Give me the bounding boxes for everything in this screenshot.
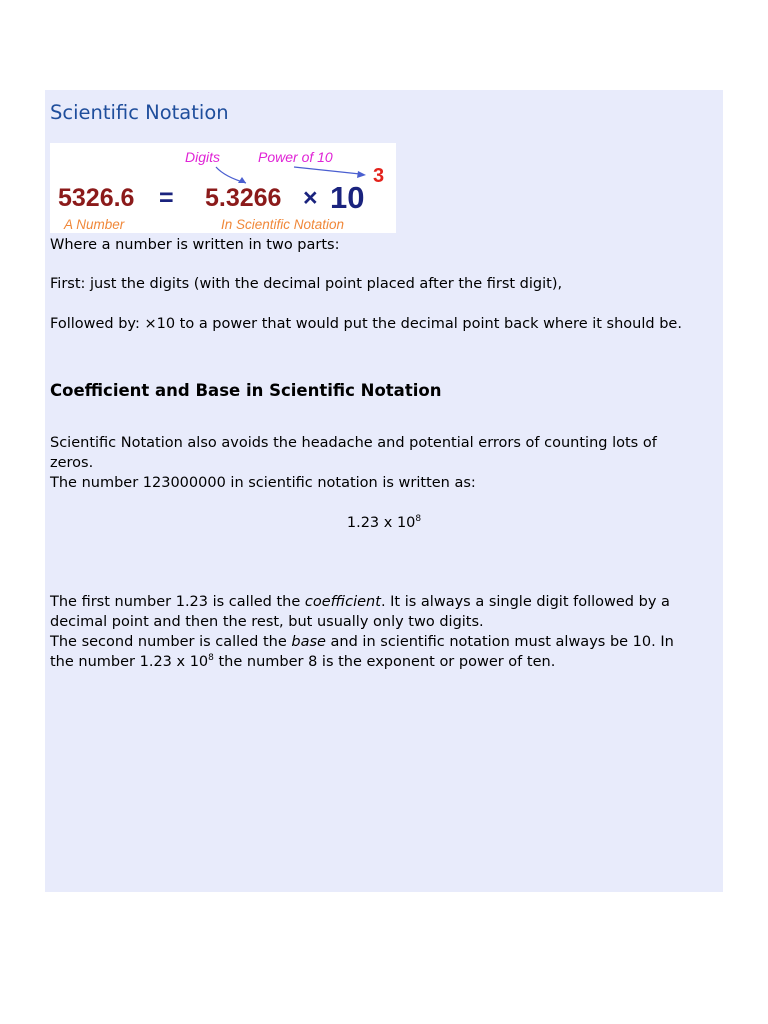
example-exponent: 8 — [415, 514, 422, 525]
base-value: 10 — [330, 180, 365, 215]
times-sign: × — [303, 184, 318, 212]
paragraph-1-line-1: Scientific Notation also avoids the headache and potential errors of counting lots of — [50, 435, 657, 451]
paragraph-2 — [50, 592, 718, 672]
digits-arrowhead — [238, 177, 246, 183]
example-base: 1.23 x 10 — [346, 515, 416, 531]
example-expression — [50, 513, 718, 533]
paragraph-1-line-2: zeros. — [50, 455, 94, 471]
power-arrowhead — [357, 171, 366, 178]
label-a-number: A Number — [64, 217, 125, 232]
power-arrow — [294, 167, 360, 174]
paragraph-3-line-1 — [50, 632, 718, 652]
exponent-value: 3 — [373, 165, 385, 187]
paragraph-2-line-1 — [50, 592, 718, 612]
label-power-of-10: Power of 10 — [258, 149, 333, 165]
scientific-notation-figure — [50, 143, 396, 233]
label-in-scientific-notation: In Scientific Notation — [221, 217, 345, 232]
paragraph-2-line-2: decimal point and then the rest, but usually only two digits. — [50, 614, 484, 630]
base-term: base — [291, 634, 326, 650]
intro-line-3: Followed by: ×10 to a power that would put the decimal point back where it should be. — [50, 316, 682, 332]
intro-line-2: First: just the digits (with the decimal point placed after the first digit), — [50, 276, 563, 292]
page-title: Scientific Notation — [50, 101, 229, 124]
paragraph-1-line-3: The number 123000000 in scientific notation is written as: — [50, 475, 476, 491]
number-value: 5326.6 — [58, 184, 135, 212]
p2-text-a: The first number 1.23 is called the — [50, 594, 305, 610]
intro-line-1: Where a number is written in two parts: — [50, 237, 340, 253]
content-panel — [45, 90, 723, 892]
p3-text-b: and in scientific notation must always be 10. In — [325, 634, 674, 650]
p3-exponent: 8 — [208, 653, 214, 664]
label-digits: Digits — [185, 149, 221, 165]
figure-svg — [50, 143, 396, 233]
paragraph-1 — [50, 433, 718, 493]
coefficient-term: coefficient — [304, 594, 381, 610]
coefficient-value: 5.3266 — [205, 184, 282, 212]
equals-sign: = — [159, 184, 174, 212]
p3-line2-a: the number 1.23 x 10 — [50, 654, 209, 670]
p2-text-b: . It is always a single digit followed by a — [380, 594, 670, 610]
section-heading: Coefficient and Base in Scientific Notation — [50, 381, 442, 400]
p3-text-a: The second number is called the — [50, 634, 292, 650]
paragraph-3-line-2 — [50, 652, 718, 672]
p3-line2-b: the number 8 is the exponent or power of ten. — [213, 654, 556, 670]
